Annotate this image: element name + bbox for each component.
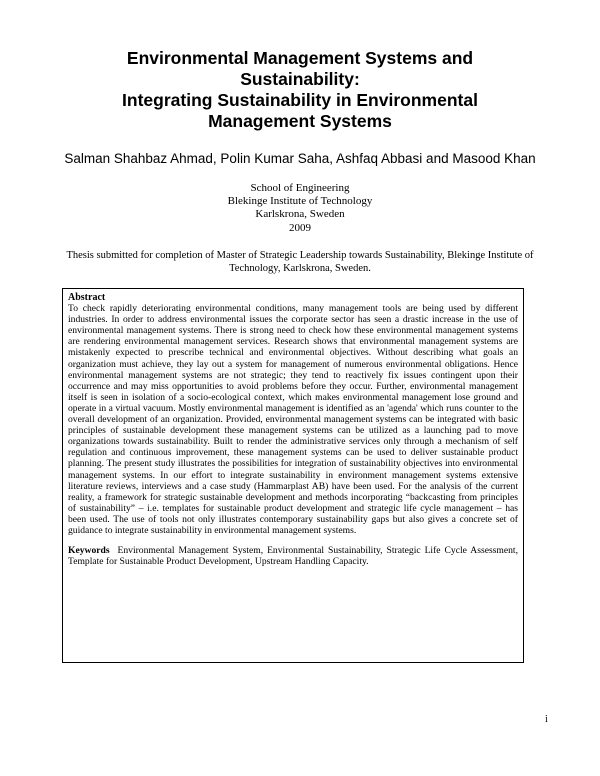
title-line-4: Management Systems bbox=[208, 111, 392, 131]
keywords-paragraph bbox=[68, 545, 518, 567]
title-line-2: Sustainability: bbox=[240, 69, 360, 89]
abstract-body: To check rapidly deteriorating environmental conditions, many management tools are being used by different industries. In order to address environmental issues the corporate sector has seen a drastic increase in the use of environmental management systems. There is strong need to check how these environmental management systems are rendering environmental management services. Research shows that environmental management systems are mistakenly expected to prescribe technical and environmental objectives. Without describing what goals an organization must achieve, they lay out a system for management of numerous environmental obligations. Hence environmental management systems are not strategic; they tend to reactively fix issues contingent upon their occurrence and may miss opportunities to avoid problems before they occur. Further, environmental management itself is seen in isolation of a socio-ecological context, which makes environmental management lose ground and operate in a virtual vacuum. Mostly environmental management is identified as an 'agenda' which runs counter to the overall development of an organization. Provided, environmental management systems can be integrated with basic principles of sustainable development these management systems can be utilized as a launching pad to move organizations towards sustainability. Built to render the administrative services only through a mechanism of self regulation and continuous improvement, these management systems can be used to deliver sustainable product planning. The present study illustrates the possibilities for integration of sustainability objectives into environmental management systems. In our effort to integrate sustainability in environment management systems extensive literature reviews, interviews and a case study (Hammarplast AB) have been used. For the analysis of the current reality, a framework for strategic sustainable development and methods incorporating “backcasting from principles of sustainability” – i.e. templates for sustainable product development and strategic life cycle management – has been used. The use of tools not only illustrates contemporary sustainability gaps but also gives a concrete set of guidance to integrate sustainability in environmental management systems. bbox=[68, 303, 518, 536]
paper-title bbox=[60, 48, 540, 132]
thesis-note: Thesis submitted for completion of Master of Strategic Leadership towards Sustainability, Blekinge Institute of Technology, Karlskrona, Sweden. bbox=[66, 250, 534, 274]
affiliation-year: 2009 bbox=[289, 221, 311, 234]
affiliation-school: School of Engineering bbox=[250, 182, 350, 194]
affiliation-location: Karlskrona, Sweden bbox=[255, 208, 345, 221]
affiliation-institute: Blekinge Institute of Technology bbox=[227, 195, 373, 208]
page-number: i bbox=[545, 714, 548, 725]
keywords-label: Keywords bbox=[68, 545, 110, 557]
keywords-list: Environmental Management System, Environmental Sustainability, Strategic Life Cycle Assessment, Template for Sustainable Product Development, Upstream Handling Capacity. bbox=[68, 545, 518, 568]
author-list: Salman Shahbaz Ahmad, Polin Kumar Saha, Ashfaq Abbasi and Masood Khan bbox=[64, 151, 536, 166]
title-line-1: Environmental Management Systems and bbox=[126, 48, 474, 68]
abstract-heading: Abstract bbox=[68, 292, 106, 303]
affiliation-block bbox=[100, 182, 500, 235]
abstract-box bbox=[62, 288, 524, 663]
title-line-3: Integrating Sustainability in Environmental bbox=[122, 90, 478, 110]
